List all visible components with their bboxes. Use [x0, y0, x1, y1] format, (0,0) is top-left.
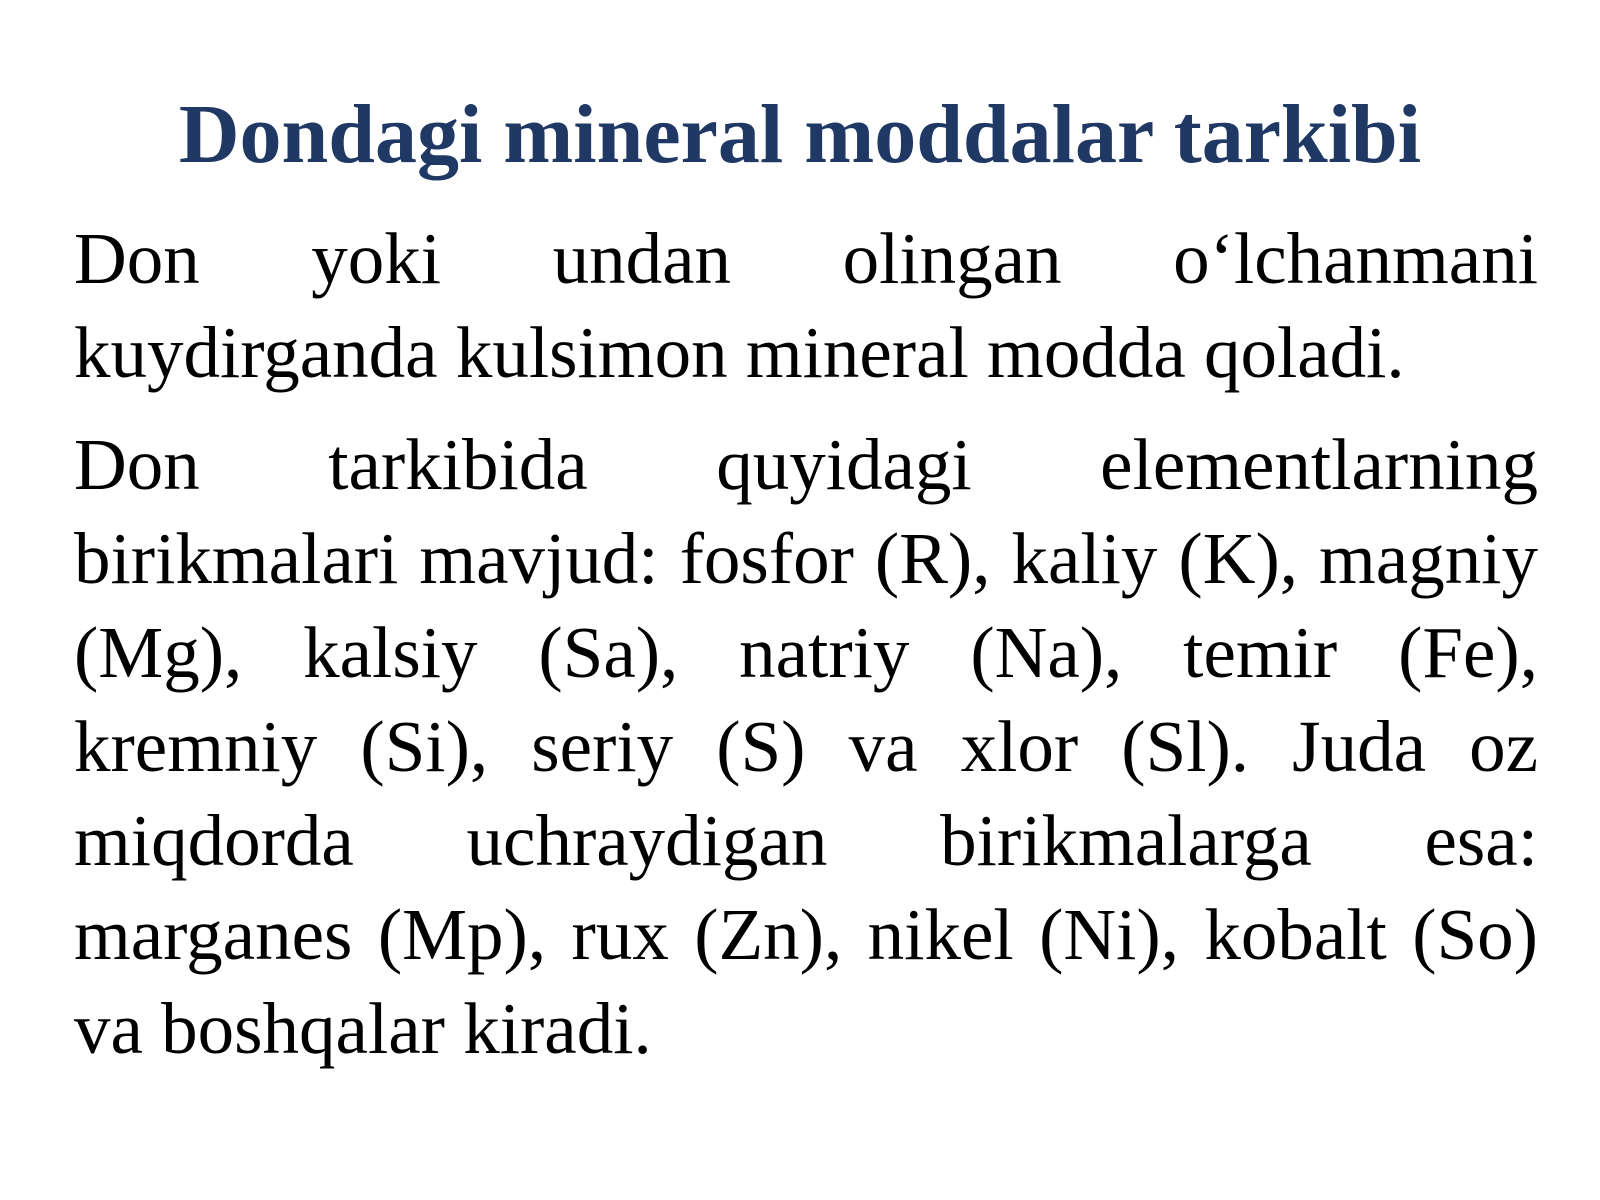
slide-title: Dondagi mineral moddalar tarkibi [178, 88, 1422, 181]
paragraph-ash-definition: Don yoki undan olingan o‘lchanmani kuydirganda kulsimon mineral modda qoladi. [74, 218, 1538, 393]
slide-body [74, 212, 1538, 1076]
paragraph-elements-list: Don tarkibida quyidagi elementlarning birikmalari mavjud: fosfor (R), kaliy (K), magniy (Mg), kalsiy (Sa), natriy (Na), temir (Fe), kremniy (Si), seriy (S) va xlor (Sl). Juda oz miqdorda uchraydigan birikmalarga esa: marganes (Mp), rux (Zn), nikel (Ni), kobalt (So) va boshqalar kiradi. [74, 424, 1538, 1069]
